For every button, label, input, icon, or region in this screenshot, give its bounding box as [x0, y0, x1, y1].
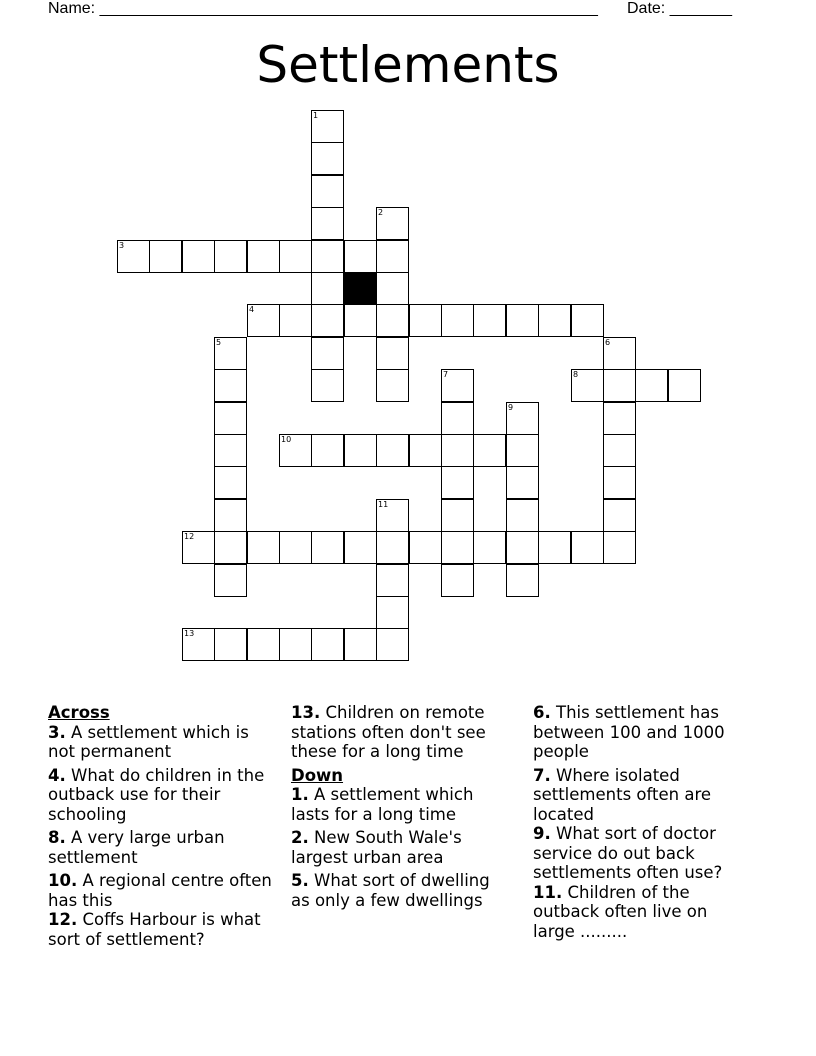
grid-cell[interactable]: [279, 304, 312, 337]
grid-cell[interactable]: [311, 142, 344, 175]
clue-down-9: [533, 824, 745, 883]
clue-number: 2.: [291, 828, 309, 847]
clue-down-2: [291, 828, 513, 867]
grid-cell[interactable]: [279, 531, 312, 564]
cell-number: 1: [313, 111, 319, 120]
grid-cell[interactable]: [214, 240, 247, 273]
grid-cell[interactable]: [571, 531, 604, 564]
cell-number: 3: [119, 241, 125, 250]
grid-cell[interactable]: [538, 304, 571, 337]
clue-number: 9.: [533, 824, 551, 843]
clue-text: Where isolated settlements often are located: [533, 765, 712, 824]
cell-number: 12: [184, 532, 195, 541]
clue-down-6: [533, 703, 745, 762]
clue-down-1: [291, 785, 513, 824]
grid-cell[interactable]: [409, 304, 442, 337]
grid-cell[interactable]: [603, 402, 636, 435]
grid-cell[interactable]: [214, 564, 247, 597]
grid-cell[interactable]: [506, 304, 539, 337]
cell-number: 4: [249, 305, 255, 314]
grid-cell[interactable]: [182, 240, 215, 273]
grid-cell[interactable]: [441, 499, 474, 532]
clue-text: A regional centre often has this: [48, 871, 272, 910]
cell-number: 10: [281, 435, 292, 444]
grid-cell[interactable]: [506, 499, 539, 532]
cell-number: 11: [378, 500, 389, 509]
down-heading: Down: [291, 765, 344, 785]
grid-cell[interactable]: [376, 531, 409, 564]
grid-cell[interactable]: [376, 304, 409, 337]
clue-number: 11.: [533, 882, 563, 902]
grid-cell[interactable]: [409, 531, 442, 564]
grid-cell[interactable]: [279, 434, 312, 467]
grid-cell[interactable]: [506, 564, 539, 597]
grid-cell[interactable]: [247, 304, 280, 337]
grid-cell[interactable]: [441, 304, 474, 337]
grid-cell[interactable]: [571, 369, 604, 402]
grid-cell[interactable]: [311, 337, 344, 370]
clue-text: Children on remote stations often don't see these for a long time: [291, 703, 486, 761]
grid-cell[interactable]: [311, 207, 344, 240]
grid-cell[interactable]: [311, 434, 344, 467]
clue-down-11: [533, 883, 745, 942]
clue-number: 7.: [533, 765, 551, 785]
grid-cell[interactable]: [538, 531, 571, 564]
grid-cell[interactable]: [247, 240, 280, 273]
grid-cell[interactable]: [149, 240, 182, 273]
grid-cell[interactable]: [603, 369, 636, 402]
clue-down-7: [533, 766, 745, 825]
clue-text: This settlement has between 100 and 1000 people: [533, 703, 725, 761]
grid-cell[interactable]: [441, 369, 474, 402]
grid-cell[interactable]: [311, 369, 344, 402]
grid-cell[interactable]: [571, 304, 604, 337]
grid-cell[interactable]: [473, 304, 506, 337]
grid-cell[interactable]: [376, 369, 409, 402]
grid-cell[interactable]: [344, 304, 377, 337]
cell-number: 5: [216, 338, 222, 347]
clue-column-3: [533, 703, 745, 945]
grid-cell[interactable]: [376, 499, 409, 532]
grid-cell[interactable]: [376, 628, 409, 661]
grid-cell[interactable]: [506, 402, 539, 435]
cell-number: 13: [184, 629, 195, 638]
grid-cell[interactable]: [214, 337, 247, 370]
grid-cell[interactable]: [311, 304, 344, 337]
grid-cell[interactable]: [603, 434, 636, 467]
grid-cell[interactable]: [376, 207, 409, 240]
grid-cell[interactable]: [441, 402, 474, 435]
grid-cell[interactable]: [603, 466, 636, 499]
grid-cell[interactable]: [376, 240, 409, 273]
clue-down-5: [291, 871, 513, 910]
grid-cell[interactable]: [376, 596, 409, 629]
grid-cell[interactable]: [603, 531, 636, 564]
grid-cell[interactable]: [214, 628, 247, 661]
cell-number: 2: [378, 208, 384, 217]
grid-cell[interactable]: [441, 466, 474, 499]
grid-cell[interactable]: [214, 369, 247, 402]
grid-cell[interactable]: [279, 628, 312, 661]
grid-cell[interactable]: [344, 628, 377, 661]
clue-number: 6.: [533, 703, 551, 722]
clue-across-10: [48, 871, 278, 910]
across-heading: Across: [48, 703, 110, 722]
clue-across-8: [48, 828, 278, 867]
clue-number: 5.: [291, 871, 309, 890]
grid-cell[interactable]: [311, 110, 344, 143]
cell-number: 8: [573, 370, 579, 379]
grid-cell[interactable]: [311, 175, 344, 208]
grid-cell[interactable]: [311, 531, 344, 564]
grid-cell[interactable]: [214, 499, 247, 532]
grid-cell[interactable]: [311, 240, 344, 273]
grid-cell[interactable]: [376, 272, 409, 305]
clue-text: Children of the outback often live on large .........: [533, 882, 708, 941]
grid-cell[interactable]: [506, 531, 539, 564]
clue-across-13: [291, 703, 513, 762]
grid-cell[interactable]: [247, 531, 280, 564]
grid-cell[interactable]: [668, 369, 701, 402]
grid-cell[interactable]: [376, 564, 409, 597]
blocked-cell: [344, 272, 377, 305]
clue-across-4: [48, 766, 278, 825]
grid-cell[interactable]: [214, 531, 247, 564]
grid-cell[interactable]: [441, 564, 474, 597]
clue-text: Coffs Harbour is what sort of settlement?: [48, 910, 261, 949]
grid-cell[interactable]: [214, 434, 247, 467]
grid-cell[interactable]: [117, 240, 150, 273]
grid-cell[interactable]: [603, 499, 636, 532]
grid-cell[interactable]: [603, 337, 636, 370]
cell-number: 7: [443, 370, 449, 379]
grid-cell[interactable]: [473, 434, 506, 467]
clue-column-1: [48, 703, 278, 953]
grid-cell[interactable]: [376, 434, 409, 467]
puzzle-title: Settlements: [256, 36, 560, 94]
grid-cell[interactable]: [344, 240, 377, 273]
grid-cell[interactable]: [506, 466, 539, 499]
grid-cell[interactable]: [182, 531, 215, 564]
grid-cell[interactable]: [214, 402, 247, 435]
grid-cell[interactable]: [376, 337, 409, 370]
grid-cell[interactable]: [311, 272, 344, 305]
grid-cell[interactable]: [409, 434, 442, 467]
grid-cell[interactable]: [247, 628, 280, 661]
clue-text: What do children in the outback use for their schooling: [48, 765, 265, 824]
clue-number: 12.: [48, 910, 78, 929]
grid-cell[interactable]: [214, 466, 247, 499]
clue-text: A very large urban settlement: [48, 828, 225, 867]
clue-number: 8.: [48, 828, 66, 847]
clue-number: 3.: [48, 722, 66, 742]
name-field-line: Name: ________________________________________________________: [48, 0, 598, 17]
date-field-line: Date: _______: [627, 0, 732, 17]
clue-text: A settlement which is not permanent: [48, 722, 249, 761]
grid-cell[interactable]: [344, 434, 377, 467]
grid-cell[interactable]: [506, 434, 539, 467]
grid-cell[interactable]: [344, 531, 377, 564]
grid-cell[interactable]: [441, 531, 474, 564]
cell-number: 6: [605, 338, 611, 347]
clue-number: 13.: [291, 703, 321, 722]
clue-column-2: [291, 703, 513, 914]
grid-cell[interactable]: [311, 628, 344, 661]
clue-text: New South Wale's largest urban area: [291, 828, 462, 867]
clue-number: 1.: [291, 785, 309, 804]
cell-number: 9: [508, 403, 514, 412]
clue-text: What sort of doctor service do out back settlements often use?: [533, 824, 723, 882]
clue-text: A settlement which lasts for a long time: [291, 785, 474, 824]
clue-text: What sort of dwelling as only a few dwellings: [291, 871, 490, 910]
clue-number: 4.: [48, 765, 66, 785]
grid-cell[interactable]: [635, 369, 668, 402]
grid-cell[interactable]: [473, 531, 506, 564]
clue-across-12: [48, 910, 278, 949]
clue-number: 10.: [48, 871, 78, 890]
grid-cell[interactable]: [441, 434, 474, 467]
clue-across-3: [48, 723, 278, 762]
grid-cell[interactable]: [182, 628, 215, 661]
grid-cell[interactable]: [279, 240, 312, 273]
